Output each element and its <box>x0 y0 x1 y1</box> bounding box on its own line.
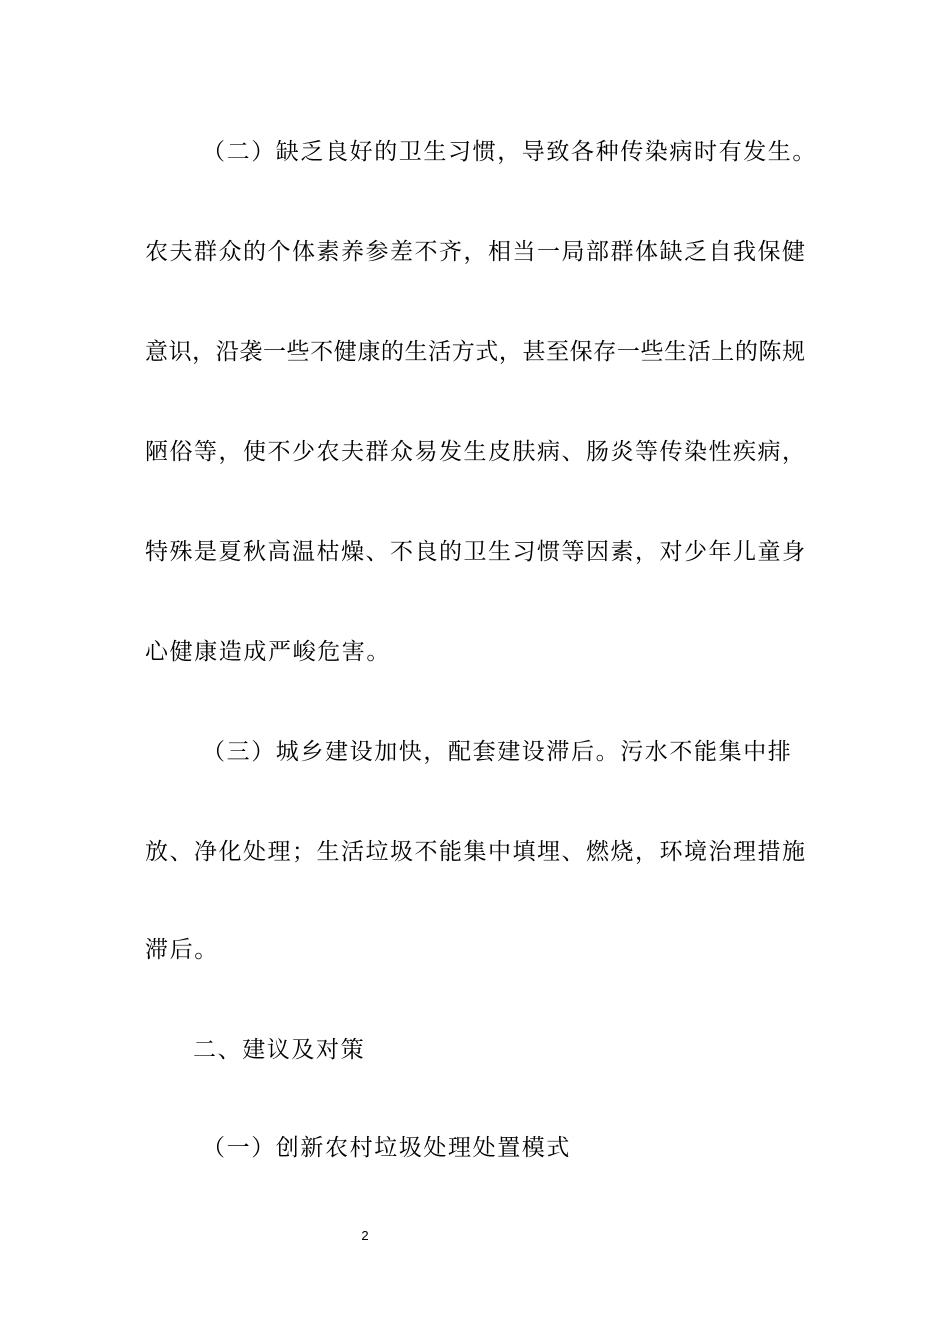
paragraph-line: 特殊是夏秋高温枯燥、不良的卫生习惯等因素，对少年儿童身 <box>145 539 805 565</box>
subheading-urban-rural-construction: （三）城乡建设加快，配套建设滞后。污水不能集中排 <box>202 739 793 765</box>
section-heading-suggestions: 二、建议及对策 <box>193 1037 366 1063</box>
paragraph-line: 陋俗等，使不少农夫群众易发生皮肤病、肠炎等传染性疾病， <box>145 439 805 465</box>
paragraph-line: 滞后。 <box>145 937 219 963</box>
subheading-garbage-disposal: （一）创新农村垃圾处理处置模式 <box>202 1135 571 1161</box>
paragraph-line: 放、净化处理；生活垃圾不能集中填埋、燃烧，环境治理措施 <box>145 839 805 865</box>
paragraph-line: 心健康造成严峻危害。 <box>145 639 391 665</box>
paragraph-line: 意识，沿袭一些不健康的生活方式，甚至保存一些生活上的陈规 <box>145 339 805 365</box>
paragraph-line: 农夫群众的个体素养参差不齐，相当一局部群体缺乏自我保健 <box>145 239 805 265</box>
page-number: 2 <box>361 1228 369 1243</box>
subheading-hygiene-habits: （二）缺乏良好的卫生习惯，导致各种传染病时有发生。 <box>202 139 817 165</box>
